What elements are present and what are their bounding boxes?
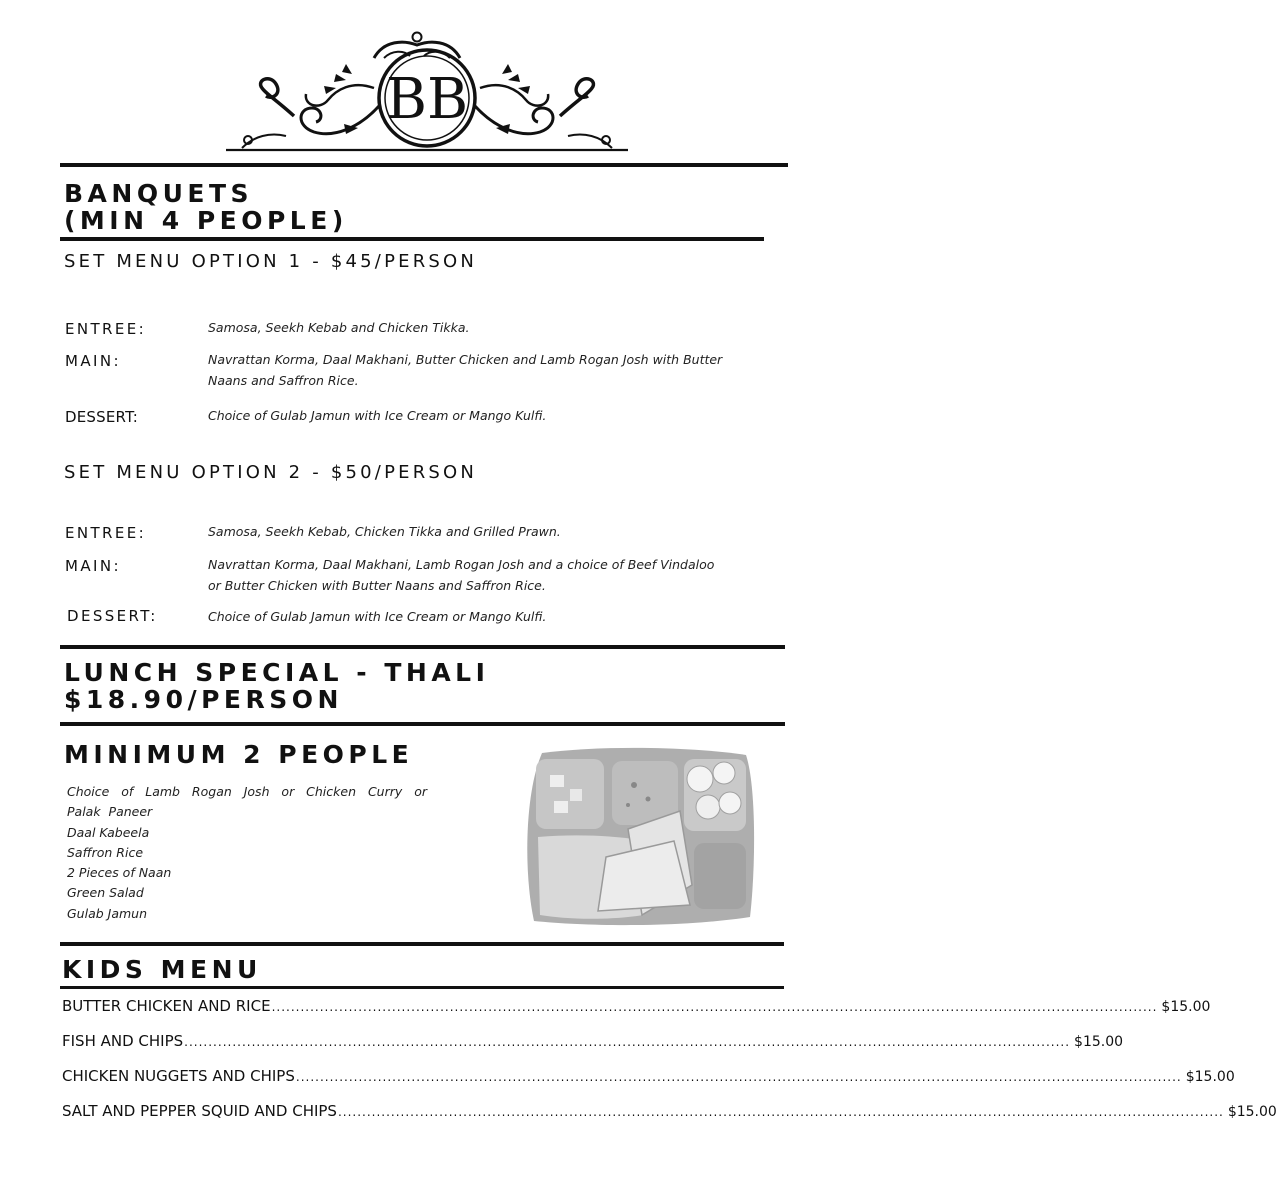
lunch-heading — [64, 659, 489, 713]
kids-menu-item — [62, 1102, 1277, 1122]
option2-main-text: Navrattan Korma, Daal Makhani, Lamb Rogan Josh and a choice of Beef Vindaloo or Butter Chicken with Butter Naans and Saffron Rice. — [208, 557, 715, 593]
banquets-heading-line1: BANQUETS — [64, 179, 254, 208]
ornament-logo-graphic — [224, 28, 630, 154]
divider-lunch-top — [60, 645, 785, 649]
thali-item: Daal Kabeela — [67, 824, 150, 840]
divider-kids-bottom — [60, 986, 784, 989]
leader-dots: ........................................................................................................................................................................................ — [295, 1070, 1182, 1084]
option1-dessert-text: Choice of Gulab Jamun with Ice Cream or Mango Kulfi. — [208, 408, 547, 423]
kids-item-name: FISH AND CHIPS — [62, 1032, 184, 1050]
option2-dessert-label: DESSERT: — [67, 607, 158, 625]
logo — [224, 28, 630, 154]
divider-kids-top — [60, 942, 784, 946]
option2-entree-label: ENTREE: — [65, 524, 147, 542]
kids-item-name: CHICKEN NUGGETS AND CHIPS — [62, 1067, 295, 1085]
thali-items-list — [67, 782, 427, 924]
option2-dessert-text: Choice of Gulab Jamun with Ice Cream or Mango Kulfi. — [208, 609, 547, 624]
banquets-heading-line2: (MIN 4 PEOPLE) — [64, 206, 348, 235]
option1-dessert-label: DESSERT: — [65, 408, 139, 426]
kids-item-price: $15.00 — [1161, 999, 1211, 1015]
thali-item: Choice of Lamb Rogan Josh or Chicken Curry or Palak Paneer — [67, 784, 427, 820]
kids-item-name: BUTTER CHICKEN AND RICE — [62, 997, 271, 1015]
thali-plate-image — [524, 745, 758, 927]
svg-text:BB: BB — [385, 67, 469, 132]
kids-item-name: SALT AND PEPPER SQUID AND CHIPS — [62, 1102, 337, 1120]
divider-banquets — [60, 237, 764, 241]
divider-top — [60, 163, 788, 167]
kids-menu-item — [62, 1032, 1124, 1052]
thali-item: Saffron Rice — [67, 844, 144, 860]
option1-main-label: MAIN: — [65, 352, 121, 370]
option1-entree-label: ENTREE: — [65, 320, 147, 338]
banquets-heading — [64, 180, 348, 234]
lunch-heading-line1: LUNCH SPECIAL - THALI — [64, 658, 490, 687]
leader-dots: ........................................................................................................................................................................................ — [184, 1035, 1071, 1049]
divider-lunch-bottom — [60, 722, 785, 726]
thali-item: Gulab Jamun — [67, 905, 148, 921]
kids-menu-item — [62, 997, 1211, 1017]
thali-item: Green Salad — [67, 885, 144, 901]
kids-item-price: $15.00 — [1227, 1104, 1277, 1120]
option1-entree-text: Samosa, Seekh Kebab and Chicken Tikka. — [208, 320, 470, 335]
lunch-heading-line2: $18.90/PERSON — [64, 685, 343, 714]
leader-dots: ........................................................................................................................................................................................ — [337, 1105, 1224, 1119]
set-menu-option-2-title: SET MENU OPTION 2 - $50/PERSON — [64, 462, 478, 483]
option1-main-text: Navrattan Korma, Daal Makhani, Butter Chicken and Lamb Rogan Josh with Butter Naans and Saffron Rice. — [208, 352, 723, 388]
kids-menu-item — [62, 1067, 1235, 1087]
kids-menu-heading: KIDS MENU — [62, 955, 262, 984]
minimum-people-heading: MINIMUM 2 PEOPLE — [64, 740, 414, 769]
option2-main-label: MAIN: — [65, 557, 121, 575]
kids-item-price: $15.00 — [1074, 1034, 1124, 1050]
leader-dots: ........................................................................................................................................................................................ — [271, 1000, 1158, 1014]
option2-entree-text: Samosa, Seekh Kebab, Chicken Tikka and Grilled Prawn. — [208, 524, 561, 539]
set-menu-option-1-title: SET MENU OPTION 1 - $45/PERSON — [64, 251, 478, 272]
kids-item-price: $15.00 — [1185, 1069, 1235, 1085]
thali-plate-graphic — [524, 745, 758, 927]
thali-item: 2 Pieces of Naan — [67, 865, 172, 881]
